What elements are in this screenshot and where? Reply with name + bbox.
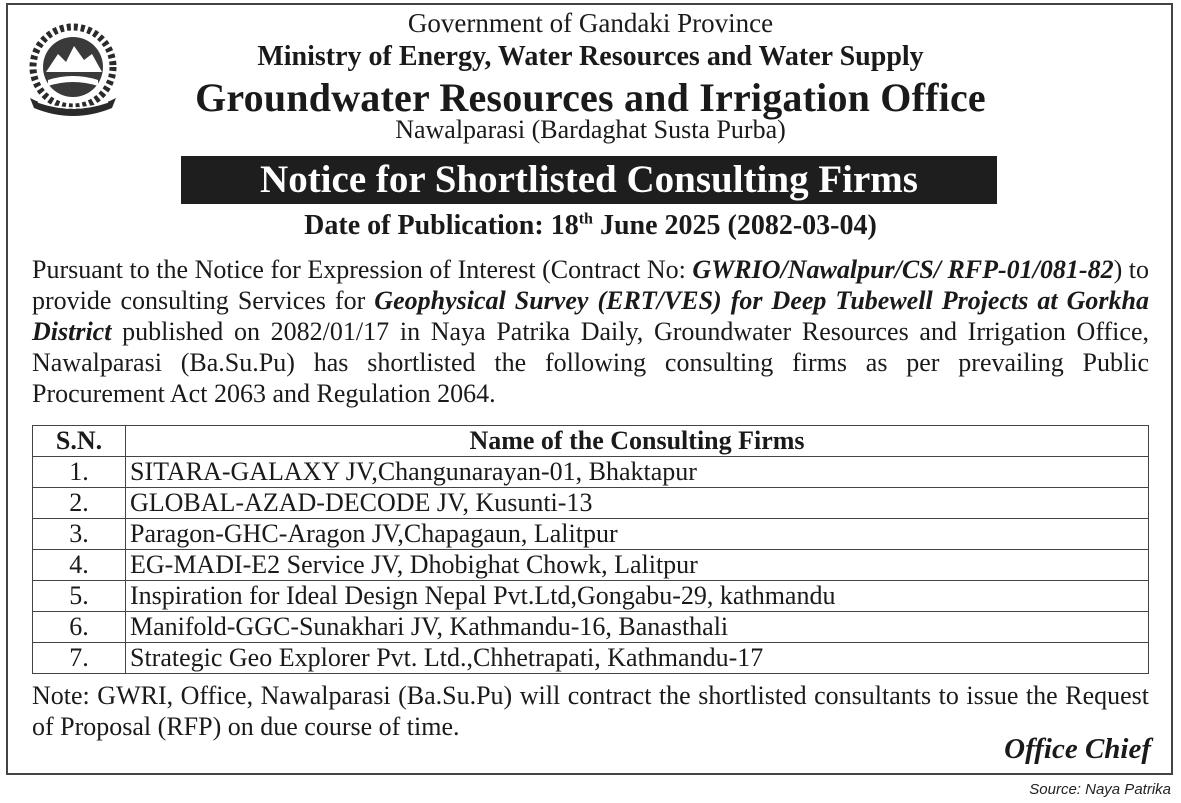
source-credit: Source: Naya Patrika [1029,781,1171,798]
header-sn: S.N. [33,426,126,457]
publication-date: Date of Publication: 18th June 2025 (2082-03-04) [304,210,877,241]
table-header-row [33,426,1149,457]
contract-number: GWRIO/Nawalpur/CS/ RFP-01/081-82 [692,255,1114,284]
row-firm-name: Strategic Geo Explorer Pvt. Ltd.,Chhetrapati, Kathmandu-17 [126,643,1149,674]
project-title: Geophysical Survey (ERT/VES) for Deep Tubewell Projects at Gorkha District [32,286,1149,346]
header-firm-name: Name of the Consulting Firms [126,426,1149,457]
notice-title: Notice for Shortlisted Consulting Firms [181,156,997,204]
row-firm-name: EG-MADI-E2 Service JV, Dhobighat Chowk, Lalitpur [126,550,1149,581]
row-sn: 5. [33,581,126,612]
row-firm-name: Manifold-GGC-Sunakhari JV, Kathmandu-16, Banasthali [126,612,1149,643]
row-sn: 7. [33,643,126,674]
row-sn: 6. [33,612,126,643]
table-row [33,612,1149,643]
table-row [33,550,1149,581]
row-sn: 4. [33,550,126,581]
row-sn: 3. [33,519,126,550]
office-name: Groundwater Resources and Irrigation Office [195,75,986,120]
table-row [33,581,1149,612]
table-row [33,488,1149,519]
office-location: Nawalparasi (Bardaghat Susta Purba) [395,115,786,144]
row-firm-name: GLOBAL-AZAD-DECODE JV, Kusunti-13 [126,488,1149,519]
row-sn: 1. [33,457,126,488]
government-line: Government of Gandaki Province [407,8,774,38]
firms-table [32,425,1149,674]
table-row [33,643,1149,674]
row-firm-name: Inspiration for Ideal Design Nepal Pvt.Ltd,Gongabu-29, kathmandu [126,581,1149,612]
table-row [33,519,1149,550]
signature: Office Chief [1004,733,1151,765]
notice-paragraph: Pursuant to the Notice for Expression of Interest (Contract No: GWRIO/Nawalpur/CS/ RFP-01/081-82) to provide consulting Services for Geophysical Survey (ERT/VES) for Deep Tubewell Projects at Gorkha District published on 2082/01/17 in Naya Patrika Daily, Groundwater Resources and Irrigation Office, Nawalparasi (Ba.Su.Pu) has shortlisted the following consulting firms as per prevailing Public Procurement Act 2063 and Regulation 2064. [32,255,1149,408]
row-firm-name: Paragon-GHC-Aragon JV,Chapagaun, Lalitpur [126,519,1149,550]
row-firm-name: SITARA-GALAXY JV,Changunarayan-01, Bhaktapur [126,457,1149,488]
table-row [33,457,1149,488]
note-paragraph: Note: GWRI, Office, Nawalparasi (Ba.Su.Pu) will contract the shortlisted consultants to issue the Request of Proposal (RFP) on due course of time. [32,681,1149,741]
row-sn: 2. [33,488,126,519]
ministry-line: Ministry of Energy, Water Resources and Water Supply [257,41,924,72]
